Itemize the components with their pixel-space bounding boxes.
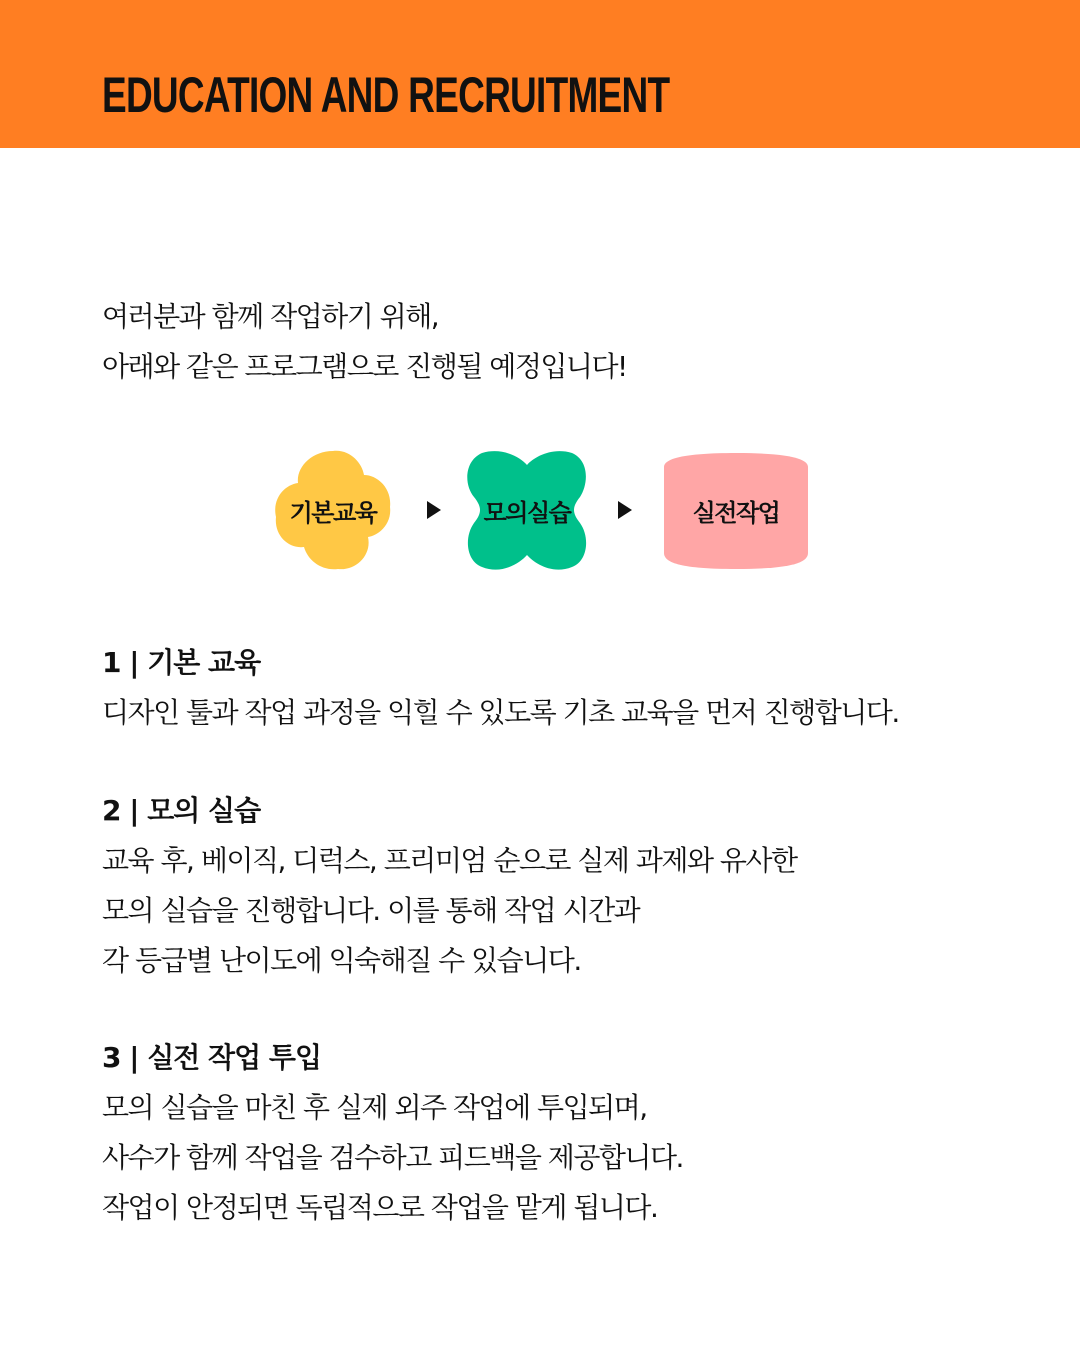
header-banner [0,0,1080,148]
section-line: 사수가 함께 작업을 검수하고 피드백을 제공합니다. [102,1141,683,1174]
section-line: 교육 후, 베이직, 디럭스, 프리미엄 순으로 실제 과제와 유사한 [102,844,797,877]
section-line: 모의 실습을 마친 후 실제 외주 작업에 투입되며, [102,1091,647,1124]
section-line: 각 등급별 난이도에 익숙해질 수 있습니다. [102,944,581,977]
section-title: 1 | 기본 교육 [102,646,261,679]
section-line: 모의 실습을 진행합니다. 이를 통해 작업 시간과 [102,894,640,927]
step-basic-education [268,445,398,575]
play-triangle-icon [618,501,632,519]
section-title: 3 | 실전 작업 투입 [102,1041,321,1074]
step-label: 실전작업 [692,498,780,527]
intro-line: 여러분과 함께 작업하기 위해, [102,300,439,333]
section-line: 디자인 툴과 작업 과정을 익힐 수 있도록 기초 교육을 먼저 진행합니다. [102,696,899,729]
intro-text [102,292,982,392]
step-label: 모의실습 [483,498,571,527]
section-title: 2 | 모의 실습 [102,794,261,827]
intro-line: 아래와 같은 프로그램으로 진행될 예정입니다! [102,350,627,383]
section-real-work [102,1033,1002,1233]
section-basic-education [102,638,1002,738]
section-mock-practice [102,786,1002,986]
play-triangle-icon [427,501,441,519]
section-line: 작업이 안정되면 독립적으로 작업을 맡게 됩니다. [102,1191,658,1224]
step-real-work [662,445,810,575]
page-title: EDUCATION AND RECRUITMENT [102,67,670,123]
step-mock-practice [462,445,592,575]
program-flow [0,445,1080,575]
step-label: 기본교육 [289,498,377,527]
